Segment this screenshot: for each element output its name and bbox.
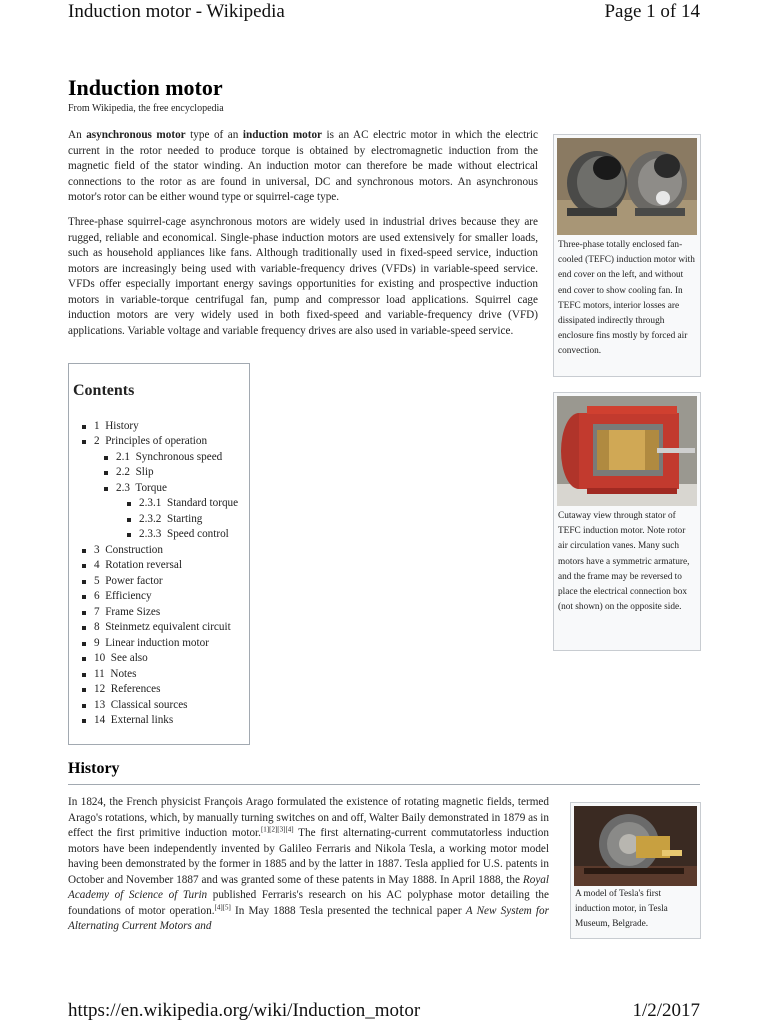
toc-item[interactable]: 9 Linear induction motor xyxy=(94,636,209,652)
figure-tesla-model xyxy=(570,802,701,939)
toc-item[interactable]: 6 Efficiency xyxy=(94,589,152,605)
history-text: published Ferraris's research on his AC polyphase motor detailing the foundations of motor operation. xyxy=(68,889,549,917)
history-italic: A New System for Alternating Current Motors and xyxy=(68,904,549,932)
toc-title: Contents xyxy=(73,382,135,399)
toc-item[interactable]: 7 Frame Sizes xyxy=(94,605,160,621)
figure-caption: A model of Tesla's first induction motor, in Tesla Museum, Belgrade. xyxy=(575,889,668,930)
citation-ref[interactable]: [1][2][3][4] xyxy=(260,825,294,834)
print-page-indicator: Page 1 of 14 xyxy=(604,1,700,22)
intro-bold-term: asynchronous motor xyxy=(86,129,186,141)
toc-item[interactable]: 2.3.1 Standard torque xyxy=(139,496,238,512)
intro-text: type of an xyxy=(185,129,243,141)
toc-item[interactable]: 4 Rotation reversal xyxy=(94,558,182,574)
intro-paragraph xyxy=(68,128,538,206)
toc-item[interactable]: 2.3 Torque xyxy=(116,481,167,497)
figure-caption: Cutaway view through stator of TEFC induction motor. Note rotor air circulation vanes. Many such motors have a symmetric armature, and the frame may be reversed to place the electrical connection box (not shown) on the opposite side. xyxy=(558,511,690,613)
toc-item[interactable]: 10 See also xyxy=(94,651,148,667)
section-divider xyxy=(68,784,700,785)
toc-item[interactable]: 3 Construction xyxy=(94,543,163,559)
history-italic: Royal Academy of Science of Turin xyxy=(68,873,549,901)
toc-item[interactable]: 2.1 Synchronous speed xyxy=(116,450,222,466)
tesla-motor-model-photo[interactable] xyxy=(574,806,697,886)
section-heading-history: History xyxy=(68,760,120,777)
toc-item[interactable]: 5 Power factor xyxy=(94,574,163,590)
cutaway-motor-photo[interactable] xyxy=(557,396,697,506)
toc-item[interactable]: 2.3.3 Speed control xyxy=(139,527,229,543)
print-header-title: Induction motor - Wikipedia xyxy=(68,1,285,22)
toc-item[interactable]: 11 Notes xyxy=(94,667,136,683)
table-of-contents xyxy=(68,363,250,745)
intro-bold-term: induction motor xyxy=(242,129,323,141)
history-text: The first alternating-current commutatorless induction motors have been independently invented by Galileo Ferraris and Nikola Tesla, a working motor model having been demonstrated by the former in 1885 and by the latter in 1887. Tesla applied for U.S. patents in October and November 1887 and was granted some of these patents in May 1888. In April 1888, the xyxy=(68,827,549,886)
history-text: In 1824, the French physicist François Arago formulated the existence of rotating magnetic fields, termed Arago's rotations, which, by manually turning switches on and off, Walter Baily demonstrated in 1879 as in effect the first primitive induction motor. xyxy=(68,796,549,839)
toc-item[interactable]: 2 Principles of operation xyxy=(94,434,207,450)
toc-item[interactable]: 12 References xyxy=(94,682,160,698)
figure-tefc-motor xyxy=(553,134,701,377)
tefc-motor-photo[interactable] xyxy=(557,138,697,235)
body-paragraph: Three-phase squirrel-cage asynchronous motors are widely used in industrial drives because they are rugged, reliable and economical. Single-phase induction motors are used extensively for smaller loads, such as household appliances like fans. Although traditionally used in fixed-speed service, induction motors are increasingly being used with variable-frequency drives (VFDs) in variable-speed service. VFDs offer especially important energy savings opportunities for existing and prospective induction motors in variable-torque centrifugal fan, pump and compressor load applications. Squirrel cage induction motors are very widely used in both fixed-speed and variable-frequency drive (VFD) applications. Variable voltage and variable frequency drives are also used in variable-speed service. xyxy=(68,216,538,337)
toc-item[interactable]: 2.2 Slip xyxy=(116,465,154,481)
toc-item[interactable]: 2.3.2 Starting xyxy=(139,512,202,528)
print-footer-url[interactable]: https://en.wikipedia.org/wiki/Induction_motor xyxy=(68,1000,421,1021)
history-paragraph xyxy=(68,795,549,935)
citation-ref[interactable]: [4][5] xyxy=(214,902,231,911)
figure-caption: Three-phase totally enclosed fan-cooled (TEFC) induction motor with end cover on the left, and without end cover to show cooling fan. In TEFC motors, interior losses are dissipated indirectly through enclosure fins mostly by forced air convection. xyxy=(558,240,695,357)
toc-item[interactable]: 1 History xyxy=(94,419,139,435)
toc-item[interactable]: 8 Steinmetz equivalent circuit xyxy=(94,620,231,636)
toc-item[interactable]: 13 Classical sources xyxy=(94,698,188,714)
page-title: Induction motor xyxy=(68,75,223,100)
figure-cutaway-motor xyxy=(553,392,701,651)
history-text: In May 1888 Tesla presented the technical paper xyxy=(230,904,466,917)
intro-text: is an AC electric motor in which the electric current in the rotor needed to produce torque is obtained by electromagnetic induction from the magnetic field of the stator winding. An induction motor can therefore be made without electrical connections to the rotor as are found in universal, DC and synchronous motors. An asynchronous motor's rotor can be either wound type or squirrel-cage type. xyxy=(68,129,538,203)
intro-text: An xyxy=(68,129,87,141)
print-footer-date: 1/2/2017 xyxy=(632,1000,700,1021)
page-tagline: From Wikipedia, the free encyclopedia xyxy=(68,103,224,114)
toc-item[interactable]: 14 External links xyxy=(94,713,173,729)
